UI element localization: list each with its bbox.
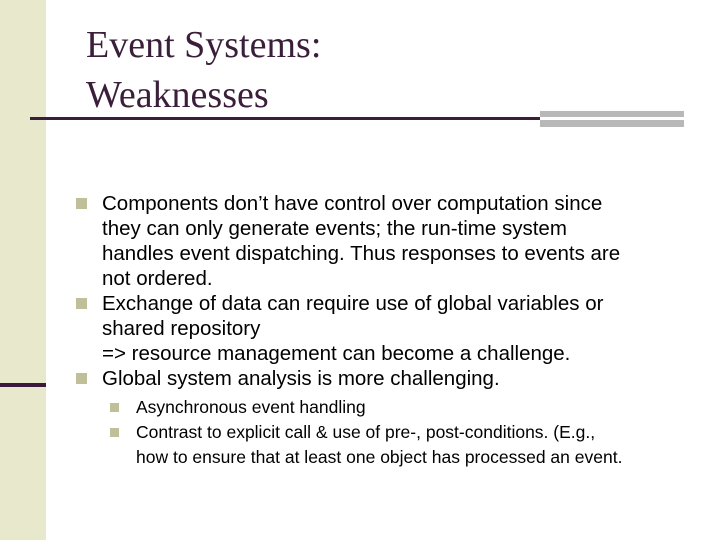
title-rule-accent-block xyxy=(540,111,684,127)
bullet-list xyxy=(76,191,720,470)
sub-bullet-item-2 xyxy=(106,420,720,470)
slide-title-line-1: Event Systems: xyxy=(86,24,322,66)
slide-title xyxy=(86,20,526,120)
square-bullet-icon xyxy=(76,373,87,384)
left-band-accent-bar xyxy=(0,383,46,387)
left-decorative-band xyxy=(0,0,46,540)
bullet-2-line-3: => resource management can become a challenge. xyxy=(102,342,571,365)
square-bullet-icon xyxy=(76,198,87,209)
square-bullet-icon xyxy=(110,403,119,412)
bullet-2-line-2: shared repository xyxy=(102,317,261,340)
bullet-item-1 xyxy=(76,191,720,291)
square-bullet-icon xyxy=(110,428,119,437)
bullet-1-line-1: Components don’t have control over computation since xyxy=(102,192,603,215)
bullet-item-3 xyxy=(76,366,720,470)
square-bullet-icon xyxy=(76,298,87,309)
sub-bullet-2-line-1: Contrast to explicit call & use of pre-, post-conditions. (E.g., xyxy=(136,422,596,442)
sub-bullet-2-line-2: how to ensure that at least one object has processed an event. xyxy=(136,447,623,467)
sub-bullet-item-1 xyxy=(106,395,720,420)
sub-bullet-list xyxy=(102,395,720,470)
bullet-1-line-2: they can only generate events; the run-time system xyxy=(102,217,567,240)
sub-bullet-1-line-1: Asynchronous event handling xyxy=(136,397,366,417)
bullet-3-line-1: Global system analysis is more challenging. xyxy=(102,367,500,390)
title-underline-rule xyxy=(30,117,540,120)
bullet-item-2 xyxy=(76,291,720,366)
slide-title-line-2: Weaknesses xyxy=(86,74,269,116)
bullet-1-line-3: handles event dispatching. Thus responses to events are xyxy=(102,242,621,265)
bullet-1-line-4: not ordered. xyxy=(102,267,213,290)
bullet-2-line-1: Exchange of data can require use of global variables or xyxy=(102,292,604,315)
